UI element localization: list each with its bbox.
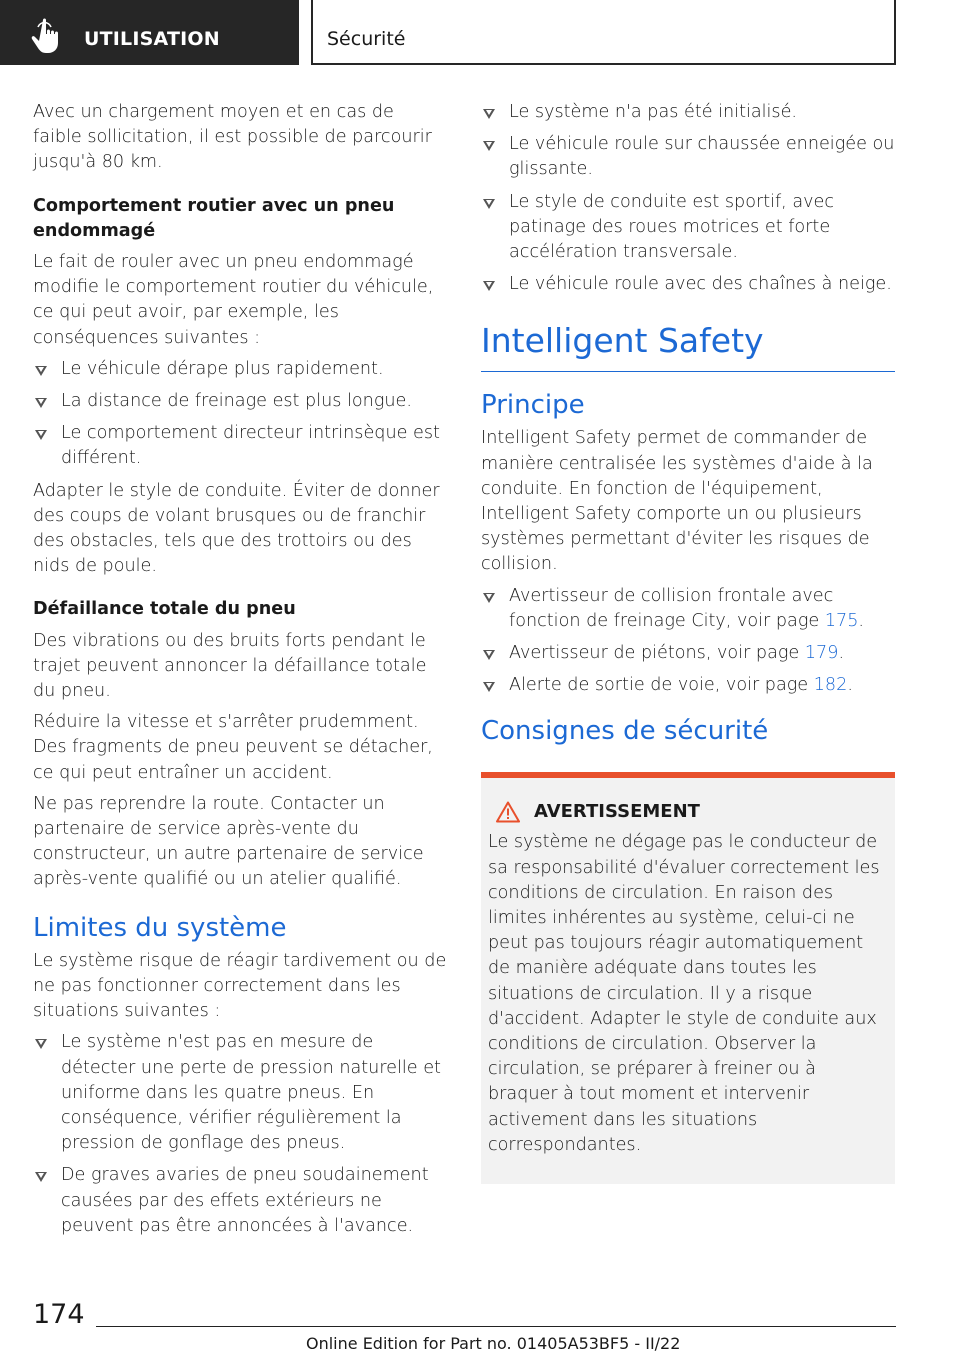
page-link-179[interactable]: 179 <box>804 643 839 664</box>
principle-heading: Principe <box>481 390 585 421</box>
warning-text: Le système ne dégage pas le conducteur de sa responsabilité d'évaluer correctement les conditions de circulation. En raison des limites inhérentes au système, celui-ci ne peut pas toujours réagir automatiquement de manière adéquate dans toutes les situations de circulation. Il y a risque d'accident. Adapter le style de conduite aux conditions de circulation. Observer la circulation, se préparer à freiner ou à braquer à tout moment et intervenir activement dans les situations correspondantes. <box>488 832 880 1155</box>
tire-failure-text-2: Réduire la vitesse et s'arrêter prudemment. Des fragments de pneu peuvent se détacher, ce qui peut entraîner un accident. <box>33 712 433 783</box>
damaged-tire-advice: Adapter le style de conduite. Éviter de donner des coups de volant brusques ou de franchir des obstacles, tels que des trottoirs ou des nids de poule. <box>33 480 440 577</box>
system-limits-heading: Limites du système <box>33 912 287 943</box>
header-section-label: Sécurité <box>327 28 406 50</box>
bullet-triangle-icon <box>35 1039 47 1049</box>
damaged-tire-list <box>33 357 448 472</box>
list-item: Le véhicule roule avec des chaînes à neige. <box>481 272 895 297</box>
damaged-tire-heading: Comportement routier avec un pneu endommagé <box>33 195 395 241</box>
warning-box <box>481 772 895 1184</box>
system-limits-list <box>33 1030 448 1239</box>
warning-triangle-icon <box>496 801 520 823</box>
list-item: Le système n'est pas en mesure de détecter une perte de pression naturelle et uniforme dans les quatre pneus. En conséquence, vérifier régulièrement la pression de gonflage des pneus. <box>33 1030 448 1156</box>
list-item: De graves avaries de pneu soudainement causées par des effets extérieurs ne peuvent pas être annoncées à l'avance. <box>33 1163 448 1239</box>
bullet-triangle-icon <box>483 141 495 151</box>
list-item: Le véhicule roule sur chaussée enneigée ou glissante. <box>481 132 895 182</box>
list-item: La distance de freinage est plus longue. <box>33 389 448 414</box>
left-column <box>33 100 448 1246</box>
page-link-182[interactable]: 182 <box>813 675 848 696</box>
tire-failure-heading: Défaillance totale du pneu <box>33 599 296 620</box>
bullet-triangle-icon <box>483 109 495 119</box>
list-item: Avertisseur de piétons, voir page 179. <box>481 641 895 666</box>
tire-failure-text-1: Des vibrations ou des bruits forts pendant le trajet peuvent annoncer la défaillance totale du pneu. <box>33 630 427 702</box>
bullet-triangle-icon <box>35 366 47 376</box>
principle-text: Intelligent Safety permet de commander de manière centralisée les systèmes d'aide à la conduite. En fonction de l'équipement, Intelligent Safety comporte un ou plusieurs systèmes permettant d'éviter les risques de collision. <box>481 428 873 575</box>
warning-header <box>488 800 887 824</box>
intro-paragraph: Avec un chargement moyen et en cas de faible sollicitation, il est possible de parcourir jusqu'à 80 km. <box>33 102 432 173</box>
list-item: Le comportement directeur intrinsèque est différent. <box>33 421 448 471</box>
bullet-triangle-icon <box>483 650 495 660</box>
list-item: Le système n'a pas été initialisé. <box>481 100 895 125</box>
list-item: Alerte de sortie de voie, voir page 182. <box>481 673 895 698</box>
bullet-triangle-icon <box>35 430 47 440</box>
header-tab-label: UTILISATION <box>84 28 220 50</box>
footer-edition: Online Edition for Part no. 01405A53BF5 - II/22 <box>306 1334 681 1353</box>
right-column <box>481 100 895 1184</box>
header-tab <box>0 0 299 65</box>
system-limits-list-continued <box>481 100 895 297</box>
tire-failure-text-3: Ne pas reprendre la route. Contacter un partenaire de service après-vente du constructeur, un autre partenaire de service après-vente qualifié ou un atelier qualifié. <box>33 793 424 890</box>
list-item: Le style de conduite est sportif, avec patinage des roues motrices et forte accélération transversale. <box>481 190 895 266</box>
warning-title: AVERTISSEMENT <box>534 801 700 823</box>
intelligent-safety-heading: Intelligent Safety <box>481 319 895 372</box>
bullet-triangle-icon <box>483 593 495 603</box>
features-list <box>481 584 895 699</box>
header-section <box>311 0 896 65</box>
list-item: Avertisseur de collision frontale avec fonction de freinage City, voir page 175. <box>481 584 895 634</box>
bullet-triangle-icon <box>483 199 495 209</box>
footer-divider <box>96 1326 896 1327</box>
bullet-triangle-icon <box>35 1172 47 1182</box>
bullet-triangle-icon <box>35 398 47 408</box>
bullet-triangle-icon <box>483 682 495 692</box>
page-number: 174 <box>33 1299 85 1330</box>
system-limits-text: Le système risque de réagir tardivement ou de ne pas fonctionner correctement dans les situations suivantes : <box>33 950 447 1022</box>
damaged-tire-text: Le fait de rouler avec un pneu endommagé modifie le comportement routier du véhicule, ce qui peut avoir, par exemple, les conséquences suivantes : <box>33 252 434 348</box>
page-link-175[interactable]: 175 <box>824 610 859 631</box>
hand-pointer-icon <box>26 16 66 56</box>
safety-instructions-heading: Consignes de sécurité <box>481 716 769 747</box>
list-item: Le véhicule dérape plus rapidement. <box>33 357 448 382</box>
bullet-triangle-icon <box>483 281 495 291</box>
